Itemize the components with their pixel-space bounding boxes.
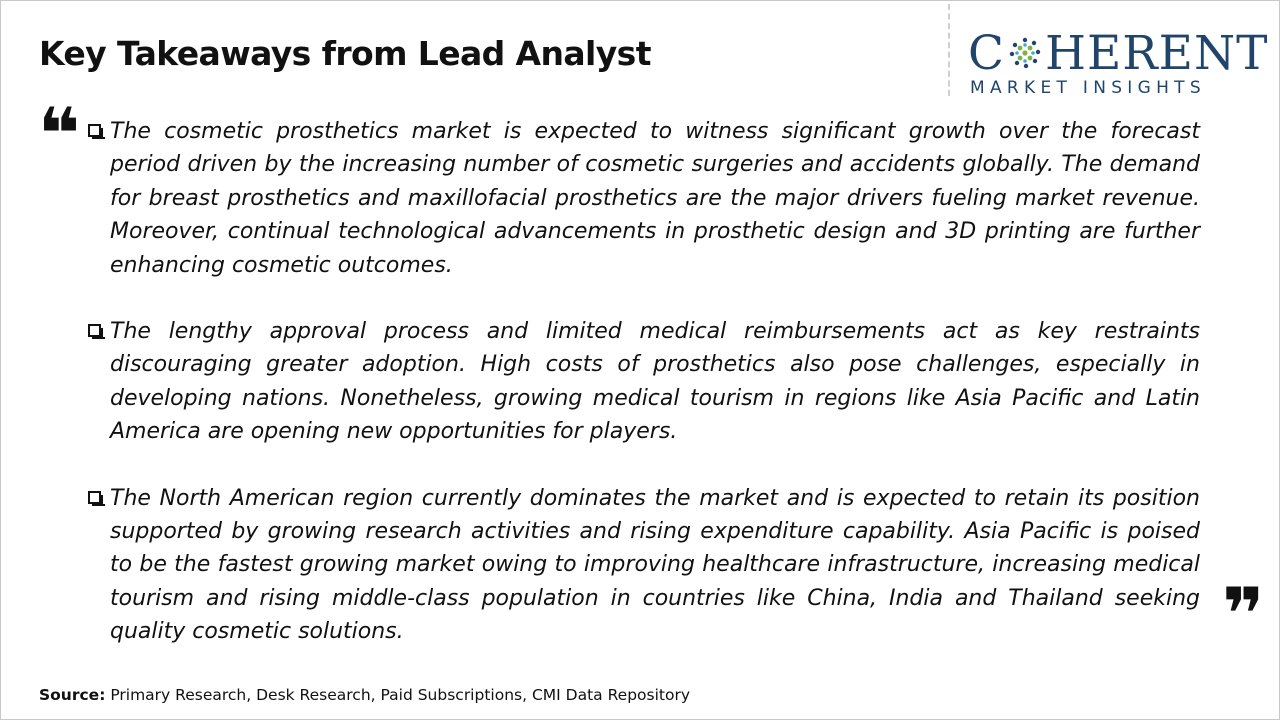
- checkbox-bullet-icon: [88, 124, 101, 137]
- globe-icon: [1007, 35, 1043, 71]
- takeaway-text: The lengthy approval process and limited medical reimbursements act as key restraints discouraging greater adoption. High costs of prosthetics also pose challenges, especially in developing nations. Nonetheless, growing medical tourism in regions like Asia Pacific and Latin America are opening new opportunities for players.: [110, 319, 1200, 445]
- takeaway-text: The North American region currently dominates the market and is expected to retain its position supported by growing research activities and rising expenditure capability. Asia Pacific is poised to be the fastest growing market owing to improving healthcare infrastructure, increasing medical tourism and rising middle-class population in countries like China, India and Thailand seeking quality cosmetic solutions.: [110, 485, 1200, 645]
- source-note: [39, 686, 690, 704]
- takeaway-item: [86, 315, 1200, 449]
- logo-wordmark-prefix: C: [968, 26, 1005, 81]
- logo-wordmark-suffix: HERENT: [1044, 26, 1269, 81]
- logo-wordmark: [968, 26, 1269, 81]
- open-quote-icon: ❝: [38, 92, 81, 176]
- takeaway-text: The cosmetic prosthetics market is expected to witness significant growth over the forecast period driven by the increasing number of cosmetic surgeries and accidents globally. The demand for breast prosthetics and maxillofacial prosthetics are the major drivers fueling market revenue. Moreover, continual technological advancements in prosthetic design and 3D printing are further enhancing cosmetic outcomes.: [110, 119, 1200, 278]
- source-text: Primary Research, Desk Research, Paid Subscriptions, CMI Data Repository: [105, 686, 691, 704]
- header-divider: [948, 4, 950, 96]
- checkbox-bullet-icon: [88, 491, 101, 504]
- source-label: Source:: [39, 686, 106, 704]
- page-title: Key Takeaways from Lead Analyst: [39, 34, 651, 73]
- takeaways-list: [86, 115, 1200, 682]
- company-logo: [968, 26, 1269, 100]
- close-quote-icon: ❞: [1222, 572, 1265, 656]
- checkbox-bullet-icon: [88, 324, 101, 337]
- takeaway-item: [86, 115, 1200, 282]
- logo-subtitle: MARKET INSIGHTS: [970, 78, 1206, 98]
- takeaway-item: [86, 482, 1200, 649]
